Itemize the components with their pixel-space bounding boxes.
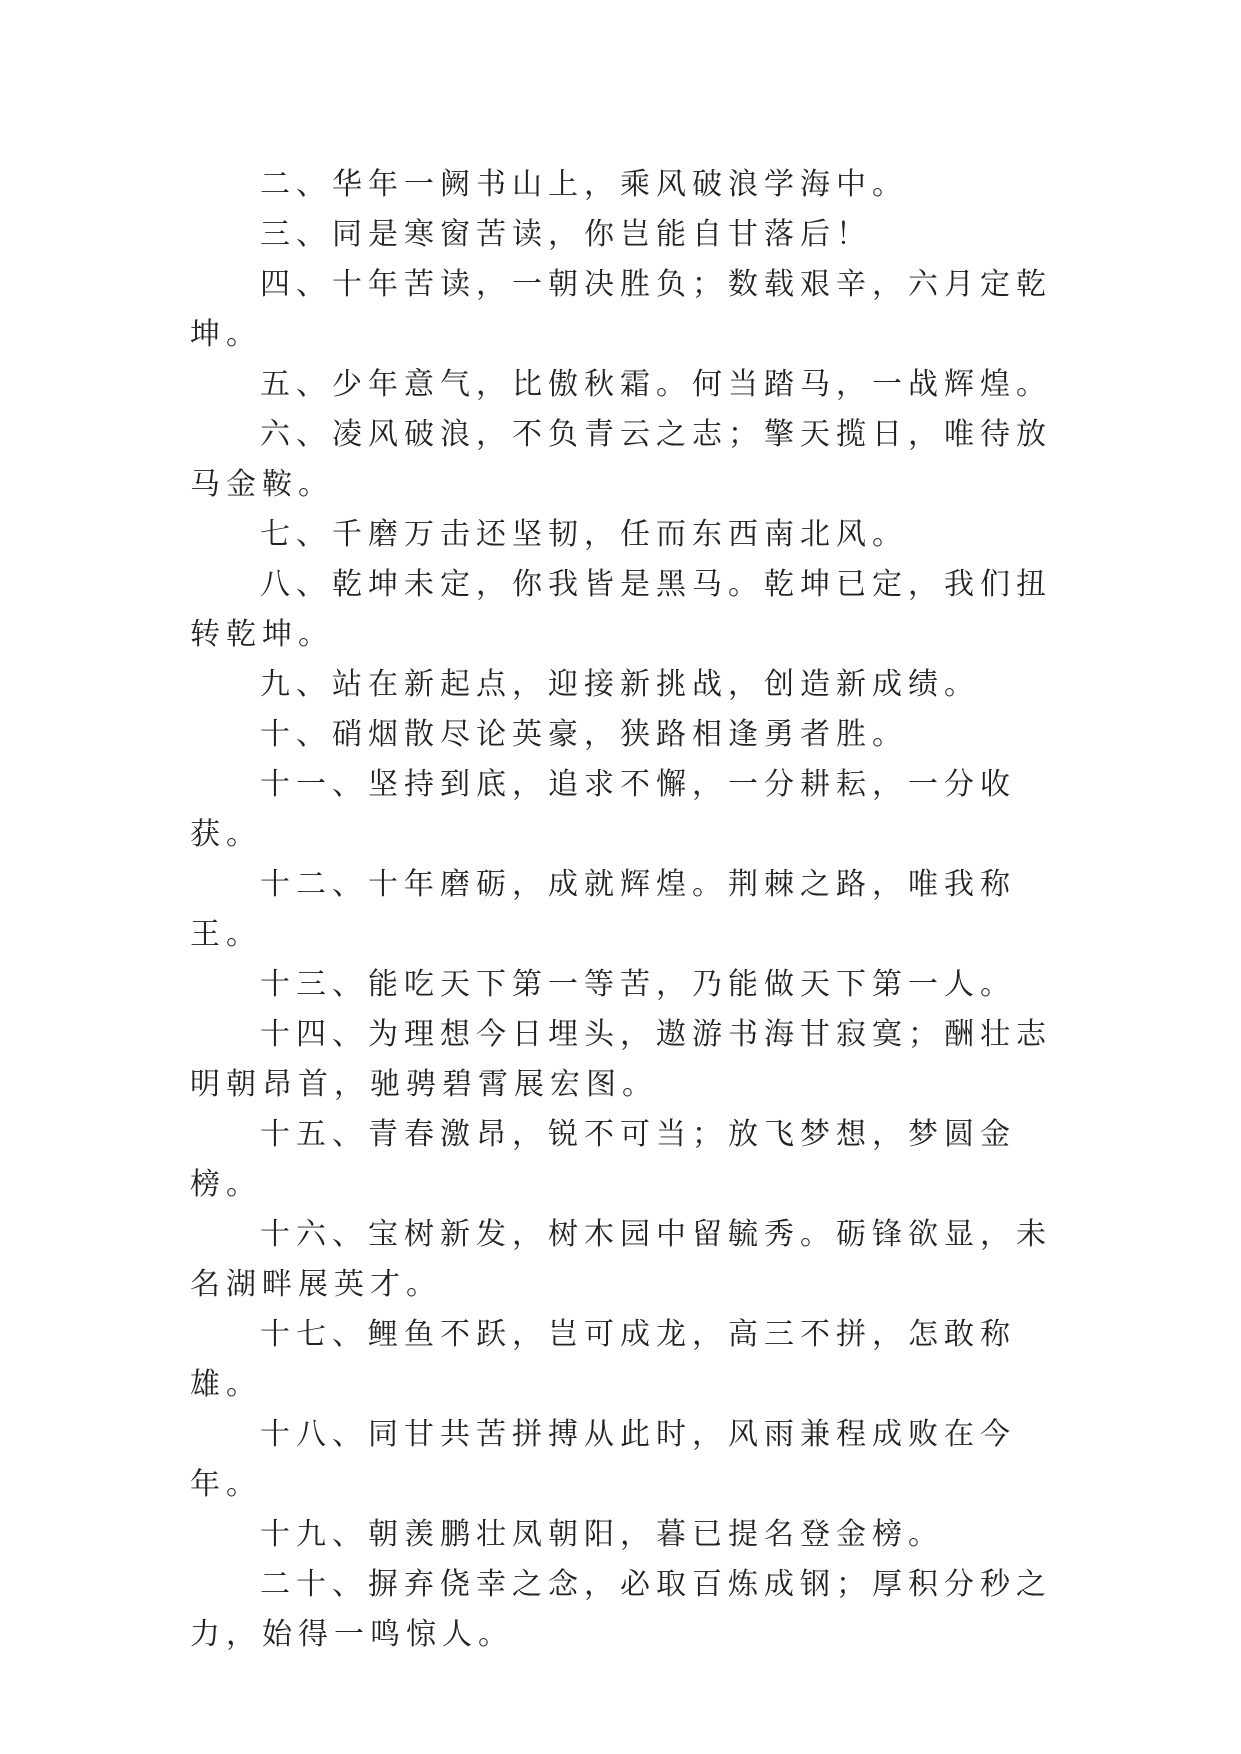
- paragraph-15: 十五、青春激昂，锐不可当；放飞梦想，梦圆金榜。: [190, 1117, 1016, 1202]
- paragraph-16: 十六、宝树新发，树木园中留毓秀。砺锋欲显，未名湖畔展英才。: [190, 1217, 1052, 1302]
- paragraph-2: 二、华年一阙书山上，乘风破浪学海中。: [260, 167, 908, 202]
- paragraph-19: 十九、朝羡鹏壮凤朝阳，暮已提名登金榜。: [260, 1517, 944, 1552]
- paragraph-20: 二十、摒弃侥幸之念，必取百炼成钢；厚积分秒之力，始得一鸣惊人。: [190, 1567, 1052, 1652]
- paragraph-13: 十三、能吃天下第一等苦，乃能做天下第一人。: [260, 967, 1016, 1002]
- paragraph-12: 十二、十年磨砺，成就辉煌。荆棘之路，唯我称王。: [190, 867, 1016, 952]
- document-body: [190, 160, 1060, 1660]
- paragraph-7: 七、千磨万击还坚韧，任而东西南北风。: [260, 517, 908, 552]
- paragraph-10: 十、硝烟散尽论英豪，狭路相逢勇者胜。: [260, 717, 908, 752]
- paragraph-9: 九、站在新起点，迎接新挑战，创造新成绩。: [260, 667, 980, 702]
- paragraph-6: 六、凌风破浪，不负青云之志；擎天揽日，唯待放马金鞍。: [190, 417, 1052, 502]
- paragraph-8: 八、乾坤未定，你我皆是黑马。乾坤已定，我们扭转乾坤。: [190, 567, 1052, 652]
- paragraph-18: 十八、同甘共苦拼搏从此时，风雨兼程成败在今年。: [190, 1417, 1016, 1502]
- paragraph-17: 十七、鲤鱼不跃，岂可成龙，高三不拼，怎敢称雄。: [190, 1317, 1016, 1402]
- paragraph-14: 十四、为理想今日埋头，遨游书海甘寂寞；酬壮志明朝昂首，驰骋碧霄展宏图。: [190, 1017, 1052, 1102]
- paragraph-3: 三、同是寒窗苦读，你岂能自甘落后！: [260, 217, 872, 252]
- paragraph-4: 四、十年苦读，一朝决胜负；数载艰辛，六月定乾坤。: [190, 267, 1052, 352]
- paragraph-11: 十一、坚持到底，追求不懈，一分耕耘，一分收获。: [190, 767, 1016, 852]
- paragraph-5: 五、少年意气，比傲秋霜。何当踏马，一战辉煌。: [260, 367, 1052, 402]
